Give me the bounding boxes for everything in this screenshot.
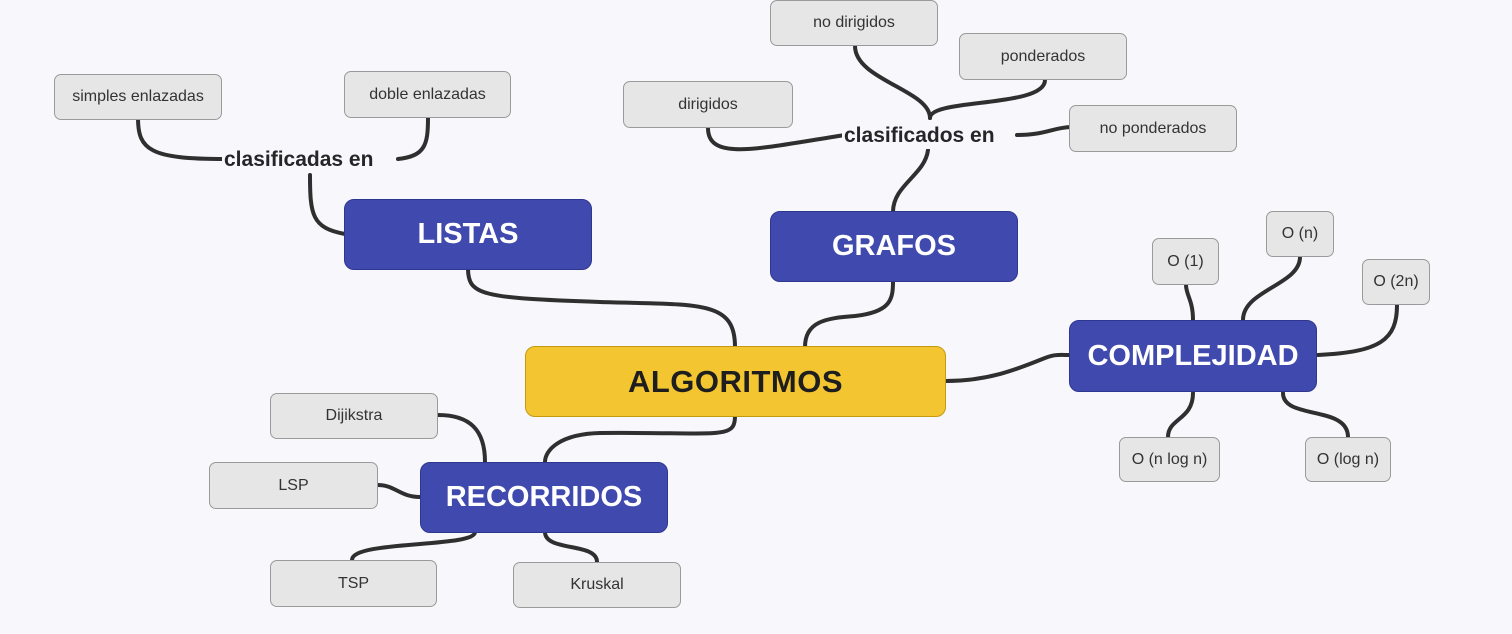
topic-grafos-label: GRAFOS: [831, 230, 957, 262]
link-connector-doble: [398, 118, 428, 159]
link-algoritmos-grafos: [805, 282, 893, 347]
leaf-simples-enlazadas[interactable]: simples enlazadas: [54, 74, 222, 120]
leaf-o-n[interactable]: O (n): [1266, 211, 1334, 257]
link-algoritmos-complejidad: [946, 355, 1070, 381]
topic-recorridos[interactable]: [420, 462, 668, 533]
link-connector-ponderados: [930, 80, 1045, 118]
leaf-kruskal[interactable]: Kruskal: [513, 562, 681, 608]
topic-grafos[interactable]: [770, 211, 1018, 282]
leaf-tsp[interactable]: TSP: [270, 560, 437, 607]
leaf-dijikstra[interactable]: Dijikstra: [270, 393, 438, 439]
leaf-dirigidos[interactable]: dirigidos: [623, 81, 793, 128]
link-listas-connector: [310, 175, 345, 234]
link-complejidad-o2n: [1318, 305, 1397, 355]
leaf-o-2n[interactable]: O (2n): [1362, 259, 1430, 305]
grafos-connector-label[interactable]: clasificados en: [844, 124, 995, 147]
leaf-no-dirigidos[interactable]: no dirigidos: [770, 0, 938, 46]
link-recorridos-dijikstra: [438, 415, 485, 462]
topic-listas-label: LISTAS: [417, 218, 519, 250]
leaf-o-n-log-n[interactable]: O (n log n): [1119, 437, 1220, 482]
link-connector-simples: [138, 118, 225, 159]
link-algoritmos-listas: [468, 268, 735, 347]
topic-listas[interactable]: [344, 199, 592, 270]
link-recorridos-tsp: [352, 532, 475, 560]
leaf-lsp[interactable]: LSP: [209, 462, 378, 509]
leaf-doble-enlazadas[interactable]: doble enlazadas: [344, 71, 511, 118]
topic-recorridos-label: RECORRIDOS: [445, 481, 643, 513]
leaf-ponderados[interactable]: ponderados: [959, 33, 1127, 80]
leaf-no-ponderados[interactable]: no ponderados: [1069, 105, 1237, 152]
listas-connector-label[interactable]: clasificadas en: [224, 148, 374, 171]
link-complejidad-on: [1243, 257, 1300, 320]
link-connector-dirigidos: [708, 128, 845, 149]
link-grafos-connector: [893, 150, 928, 212]
topic-complejidad-label: COMPLEJIDAD: [1087, 339, 1299, 372]
link-connector-no-dirigidos: [855, 46, 930, 118]
link-recorridos-lsp: [378, 485, 420, 497]
link-recorridos-kruskal: [545, 532, 597, 562]
link-complejidad-onlogn: [1168, 393, 1193, 437]
link-complejidad-ologn: [1283, 393, 1348, 437]
leaf-o-1[interactable]: O (1): [1152, 238, 1219, 285]
link-connector-no-ponderados: [1017, 127, 1070, 135]
topic-complejidad[interactable]: [1069, 320, 1317, 392]
link-algoritmos-recorridos: [545, 416, 735, 462]
central-topic-label: ALGORITMOS: [627, 363, 844, 399]
link-complejidad-o1: [1186, 285, 1193, 320]
central-topic-algoritmos[interactable]: [525, 346, 946, 417]
leaf-o-log-n[interactable]: O (log n): [1305, 437, 1391, 482]
